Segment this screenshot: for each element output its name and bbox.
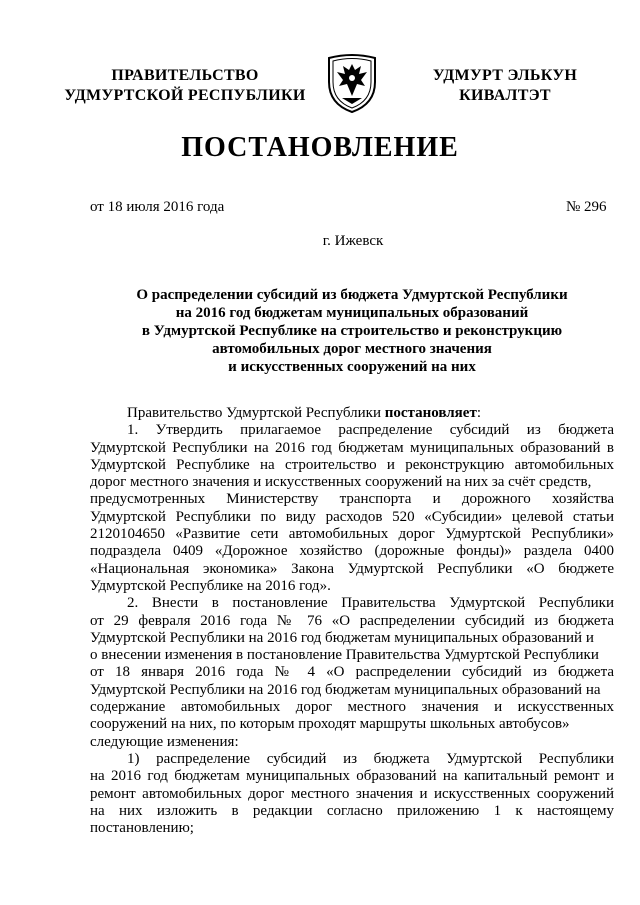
issuer-name-russian (60, 66, 310, 106)
title-line: автомобильных дорог местного значения (212, 341, 492, 357)
document-title (90, 286, 614, 376)
body-line: содержание автомобильных дорог местного значения и искусственных (90, 699, 614, 716)
body-line: Удмуртской Республики по виду расходов 520 «Субсидии» целевой статьи (90, 508, 614, 525)
body-line: Удмуртской Республики на 2016 год бюджетам муниципальных образований и (90, 629, 594, 646)
issuer-line-2: УДМУРТСКОЙ РЕСПУБЛИКИ (64, 87, 306, 104)
body-line: Удмуртской Республике на строительство и реконструкцию автомобильных (90, 456, 614, 473)
body-line: 2. Внести в постановление Правительства Удмуртской Республики (127, 595, 614, 612)
title-line: на 2016 год бюджетам муниципальных образований (175, 305, 529, 321)
body-line: следующие изменения: (90, 733, 239, 750)
body-line: постановлению; (90, 820, 194, 837)
document-date: от 18 июля 2016 года (90, 199, 225, 215)
body-line: Удмуртской Республики на 2016 год бюджетам муниципальных образований в (90, 439, 614, 456)
body-line: на 2016 год бюджетам муниципальных образований на капитальный ремонт и (90, 768, 614, 785)
title-line: и искусственных сооружений на них (228, 359, 476, 375)
body-line: от 18 января 2016 года № 4 «О распределении субсидий из бюджета (90, 664, 614, 681)
coat-of-arms-icon (325, 52, 379, 114)
body-line: 1. Утвердить прилагаемое распределение субсидий из бюджета (127, 422, 614, 439)
body-line: подраздела 0409 «Дорожное хозяйство (дорожные фонды)» раздела 0400 (90, 543, 614, 560)
body-line: 1) распределение субсидий из бюджета Удмуртской Республики (127, 750, 614, 767)
document-city: г. Ижевск (322, 233, 384, 249)
title-line: в Удмуртской Республике на строительство и реконструкцию (141, 323, 563, 339)
intro-bold-verb: постановляет (384, 405, 477, 421)
body-line: предусмотренных Министерству транспорта и дорожного хозяйства (90, 491, 614, 508)
issuer-udmurt-line-2: КИВАЛТЭТ (459, 87, 551, 104)
intro-paragraph (90, 405, 614, 422)
body-line: о внесении изменения в постановление Правительства Удмуртской Республики (90, 647, 599, 664)
body-line: Удмуртской Республике на 2016 год». (90, 577, 331, 594)
intro-text: Правительство Удмуртской Республики (127, 405, 385, 421)
body-line: дорог местного значения и искусственных сооружений на них за счёт средств, (90, 474, 592, 491)
title-line: О распределении субсидий из бюджета Удмуртской Республики (136, 287, 568, 303)
intro-colon: : (476, 405, 481, 421)
body-line: на них изложить в редакции согласно приложению 1 к настоящему (90, 802, 614, 819)
issuer-line-1: ПРАВИТЕЛЬСТВО (111, 67, 259, 84)
body-line: 2120104650 «Развитие сети автомобильных дорог Удмуртской Республики» (90, 526, 614, 543)
body-line: от 29 февраля 2016 года № 76 «О распределении субсидий из бюджета (90, 612, 614, 629)
document-body (90, 405, 614, 837)
body-line: «Национальная экономика» Закона Удмуртской Республики «О бюджете (90, 560, 614, 577)
document-type-heading: ПОСТАНОВЛЕНИЕ (181, 132, 459, 163)
issuer-udmurt-line-1: УДМУРТ ЭЛЬКУН (432, 67, 578, 84)
body-line: ремонт автомобильных дорог местного значения и искусственных сооружений (90, 785, 614, 802)
body-line: Удмуртской Республики на 2016 год бюджетам муниципальных образований на (90, 681, 601, 698)
issuer-name-udmurt (400, 66, 610, 106)
body-line: сооружений на них, по которым проходят маршруты школьных автобусов» (90, 716, 570, 733)
document-number: № 296 (566, 199, 607, 215)
